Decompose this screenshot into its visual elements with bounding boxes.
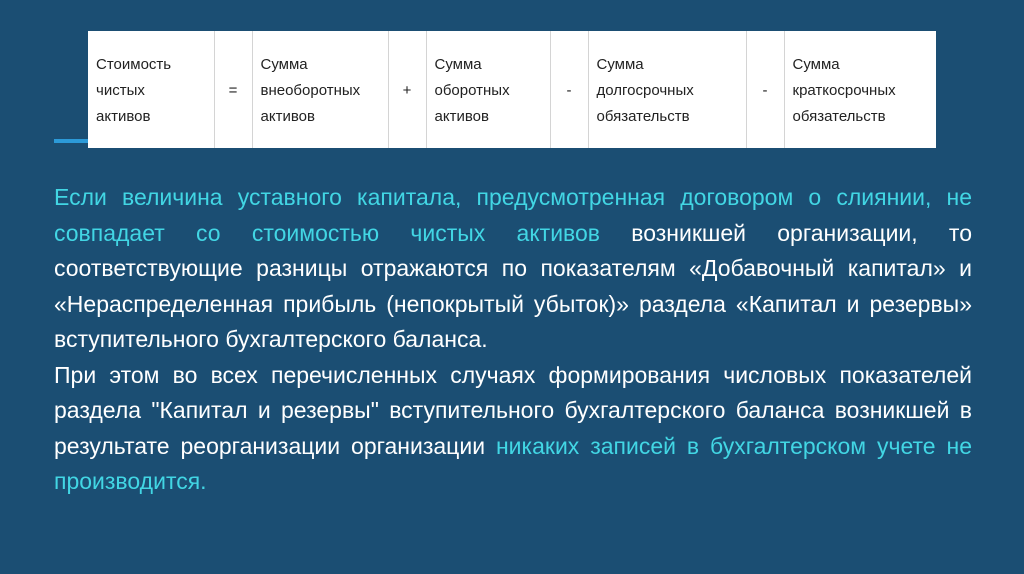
- paragraph-text: При этом во всех перечисленных случаях формирования числовых показателей раздела "Капитал и резервы" вступительного бухгалтерского баланса возникшей в результате реорганизации организации: [54, 361, 972, 459]
- minus-operator: -: [550, 31, 588, 148]
- cell-text-line: Сумма: [434, 56, 482, 73]
- cell-text-line: долгосрочных: [596, 82, 694, 99]
- cell-text-line: обязательств: [792, 108, 886, 125]
- cell-text-line: Сумма: [792, 56, 840, 73]
- paragraph-text: возникшей организации, то соответствующие разницы отражаются по показателям «Добавочный капитал» и «Нераспределенная прибыль (непокрытый убыток)» раздела «Капитал и резервы» вступительного бухгалтерского баланса.: [54, 219, 972, 352]
- cell-text-line: внеоборотных: [260, 82, 361, 99]
- net-assets-formula-table: [88, 31, 936, 148]
- plus-operator: +: [388, 31, 426, 148]
- minus-operator: -: [746, 31, 784, 148]
- equals-operator: =: [214, 31, 252, 148]
- net-assets-cell: [88, 31, 214, 148]
- highlighted-text: никаких записей в бухгалтерском учете не производится.: [54, 432, 973, 494]
- cell-text-line: Стоимость: [96, 56, 172, 73]
- shortterm-liabilities-cell: [784, 31, 936, 148]
- cell-text-line: активов: [260, 108, 315, 125]
- cell-text-line: чистых: [96, 82, 145, 99]
- cell-text-line: обязательств: [596, 108, 690, 125]
- current-assets-cell: [426, 31, 550, 148]
- cell-text-line: оборотных: [434, 82, 510, 99]
- cell-text-line: краткосрочных: [792, 82, 896, 99]
- cell-text-line: активов: [96, 108, 151, 125]
- cell-text-line: активов: [434, 108, 489, 125]
- cell-text-line: Сумма: [596, 56, 644, 73]
- formula-row: [88, 31, 936, 148]
- body-paragraph: [54, 180, 972, 500]
- longterm-liabilities-cell: [588, 31, 746, 148]
- highlighted-text: Если величина уставного капитала, предусмотренная договором о слиянии, не совпадает со стоимостью чистых активов: [54, 184, 972, 246]
- cell-text-line: Сумма: [260, 56, 308, 73]
- noncurrent-assets-cell: [252, 31, 388, 148]
